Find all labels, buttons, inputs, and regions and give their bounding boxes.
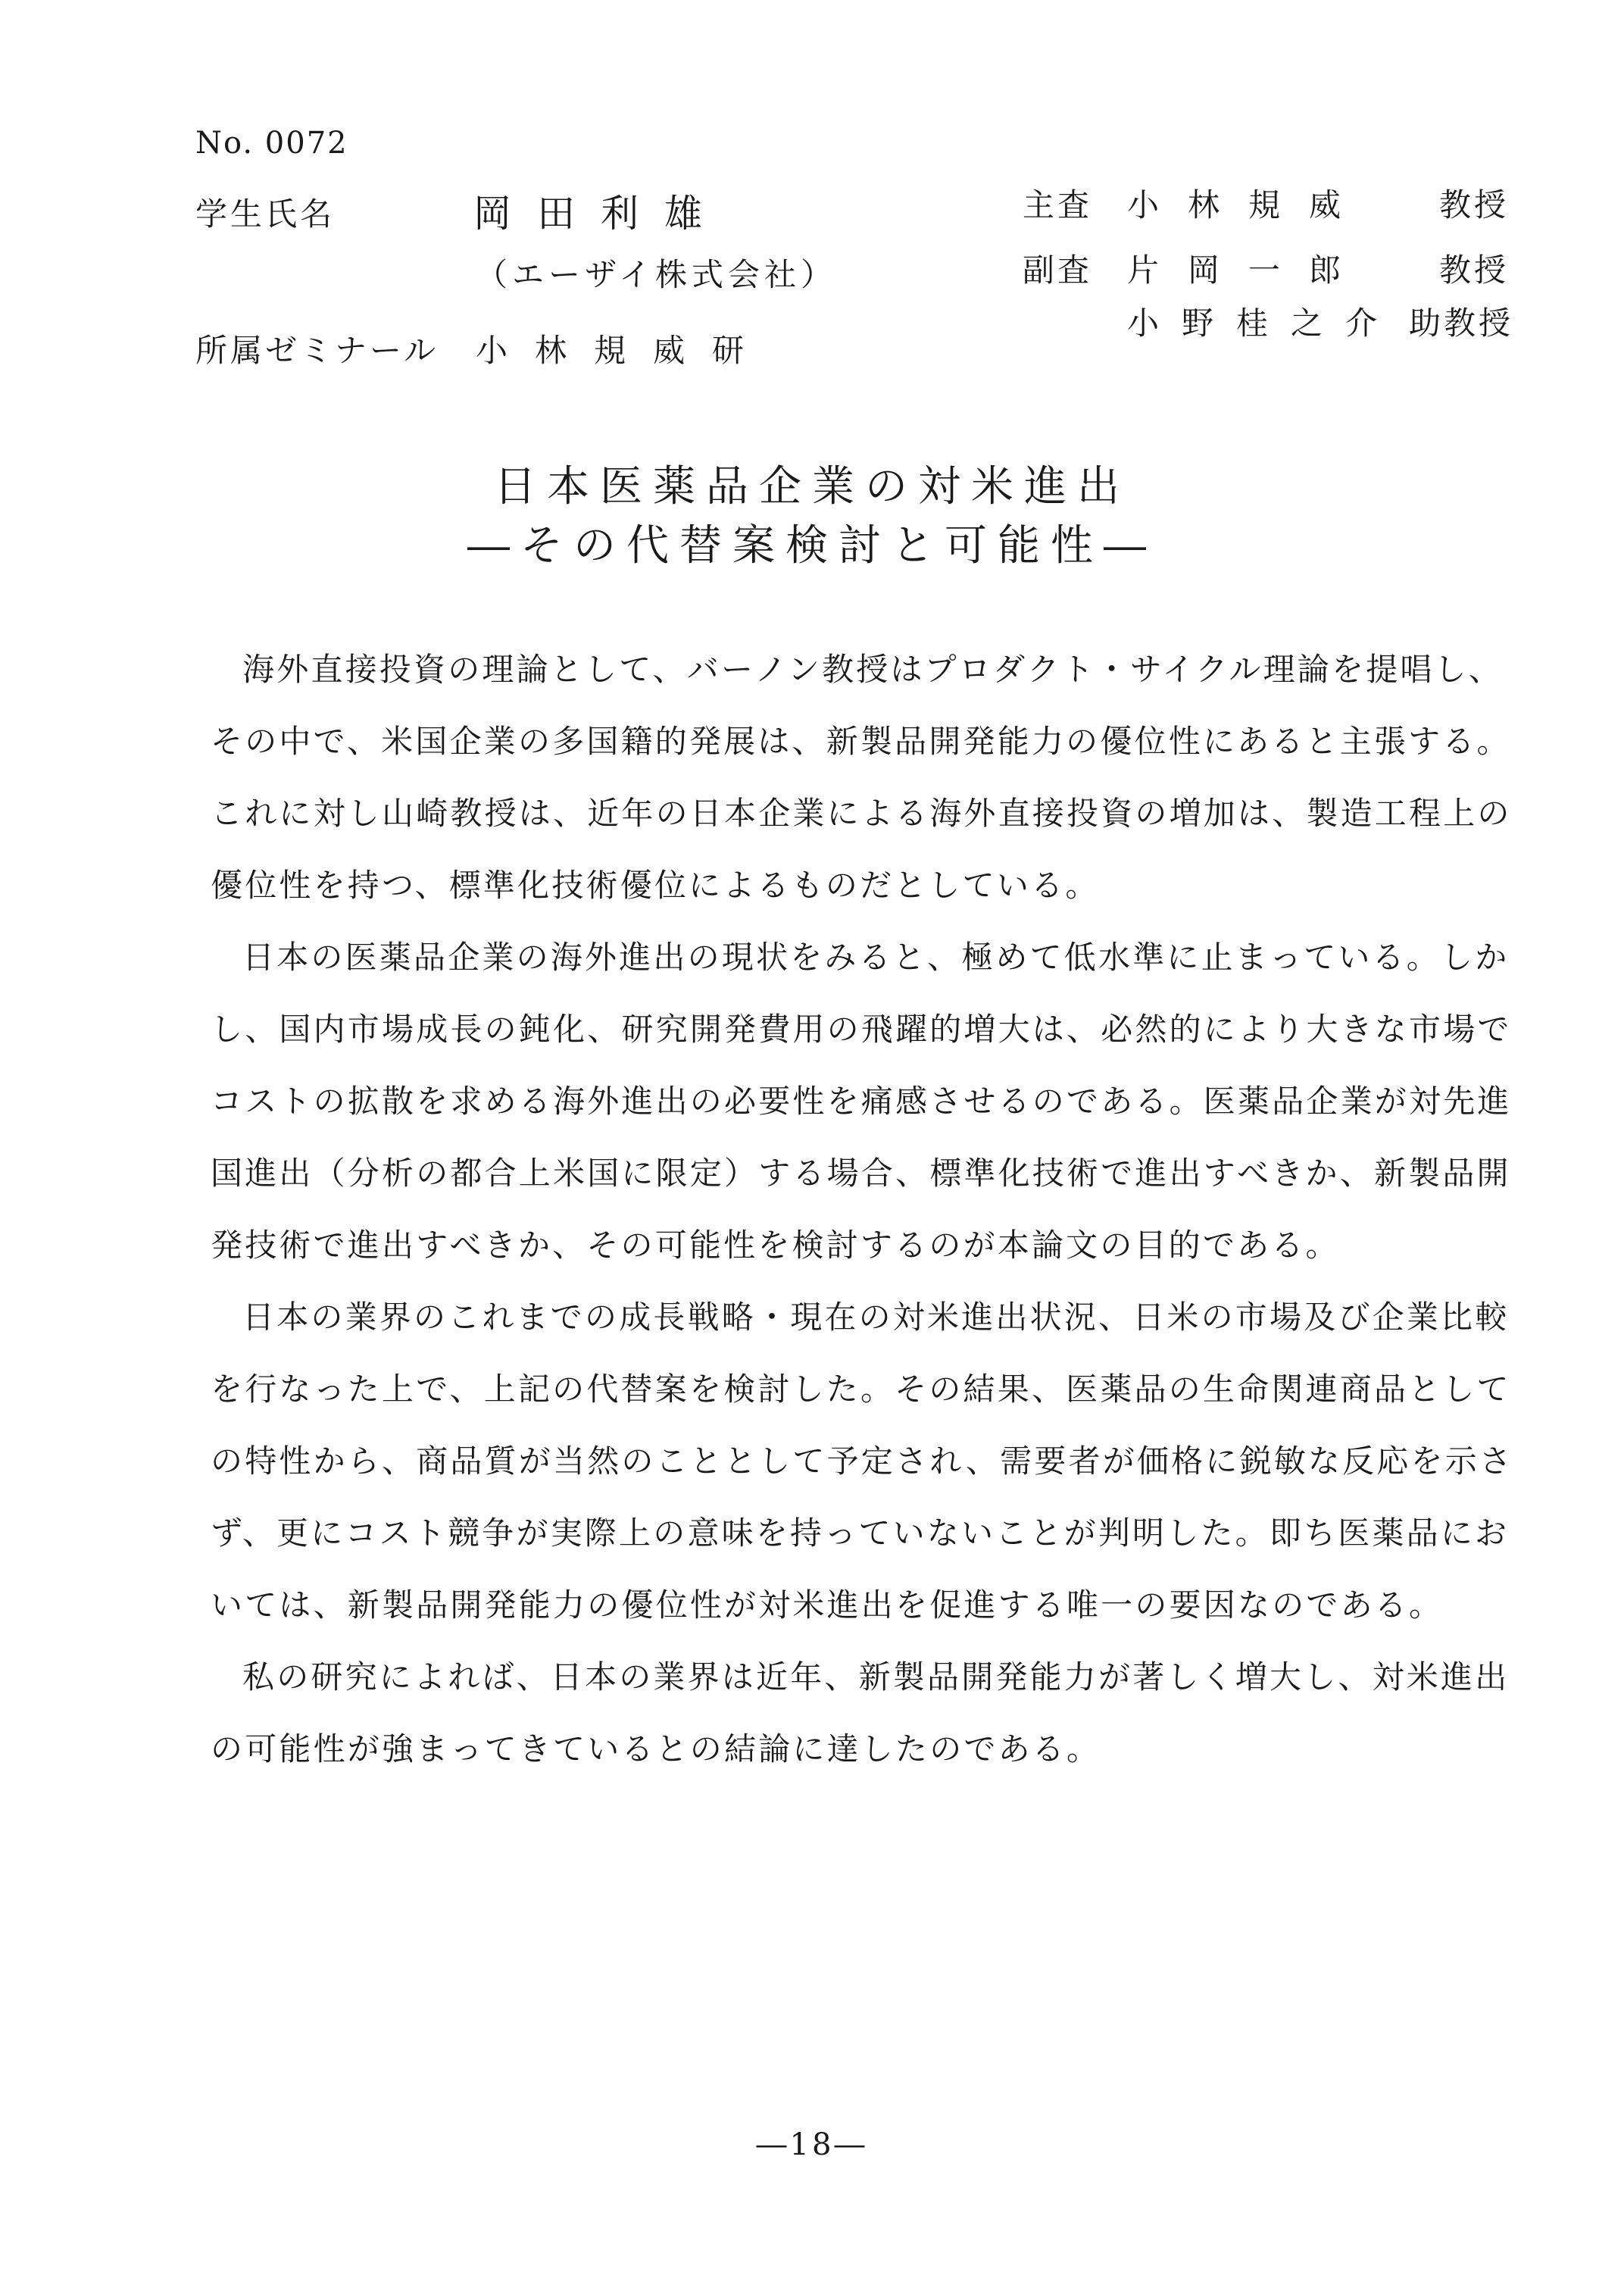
seminar-label: 所属ゼミナール xyxy=(195,332,439,369)
student-company: （エーザイ株式会社） xyxy=(476,256,838,293)
abstract-body xyxy=(211,633,1529,1785)
vice-examiner-2-title: 助教授 xyxy=(1409,305,1514,342)
vice-examiner-1-name: 片岡一郎 xyxy=(1127,252,1370,289)
student-name-label: 学生氏名 xyxy=(195,195,336,233)
abstract-paragraph-3: 日本の業界のこれまでの成長戦略・現在の対米進出状況、日米の市場及び企業比較を行なった上で、上記の代替案を検討した。その結果、医薬品の生命関連商品としての特性から、商品質が当然のこととして予定され、需要者が価格に鋭敏な反応を示さず、更にコスト競争が実際上の意味を持っていないことが判明した。即ち医薬品においては、新製品開発能力の優位性が対米進出を促進する唯一の要因なのである。 xyxy=(211,1299,1514,1624)
page-number: ―18― xyxy=(756,2127,868,2162)
document-number: No. 0072 xyxy=(195,126,348,161)
main-examiner-role: 主査 xyxy=(1023,186,1093,223)
main-examiner-title: 教授 xyxy=(1439,186,1510,223)
vice-examiner-role: 副査 xyxy=(1023,252,1093,289)
thesis-subtitle: ―その代替案検討と可能性― xyxy=(467,521,1157,570)
student-name: 岡田利雄 xyxy=(473,192,728,236)
vice-examiner-2-name: 小野桂之介 xyxy=(1127,305,1401,342)
abstract-paragraph-1: 海外直接投資の理論として、バーノン教授はプロダクト・サイクル理論を提唱し、その中で、米国企業の多国籍的発展は、新製品開発能力の優位性にあると主張する。これに対し山崎教授は、近年の日本企業による海外直接投資の増加は、製造工程上の優位性を持つ、標準化技術優位によるものだとしている。 xyxy=(211,651,1512,904)
abstract-paragraph-2: 日本の医薬品企業の海外進出の現状をみると、極めて低水準に止まっている。しかし、国内市場成長の鈍化、研究開発費用の飛躍的増大は、必然的により大きな市場でコストの拡散を求める海外進出の必要性を痛感させるのである。医薬品企業が対先進国進出（分析の都合上米国に限定）する場合、標準化技術で進出すべきか、新製品開発技術で進出すべきか、その可能性を検討するのが本論文の目的である。 xyxy=(211,939,1512,1264)
main-examiner-name: 小林規威 xyxy=(1127,186,1370,223)
abstract-paragraph-4: 私の研究によれば、日本の業界は近年、新製品開発能力が著しく増大し、対米進出の可能性が強まってきているとの結論に達したのである。 xyxy=(211,1658,1510,1767)
seminar-name: 小林規威研 xyxy=(476,332,772,369)
thesis-title: 日本医薬品企業の対米進出 xyxy=(494,462,1130,511)
vice-examiner-1-title: 教授 xyxy=(1439,252,1510,289)
